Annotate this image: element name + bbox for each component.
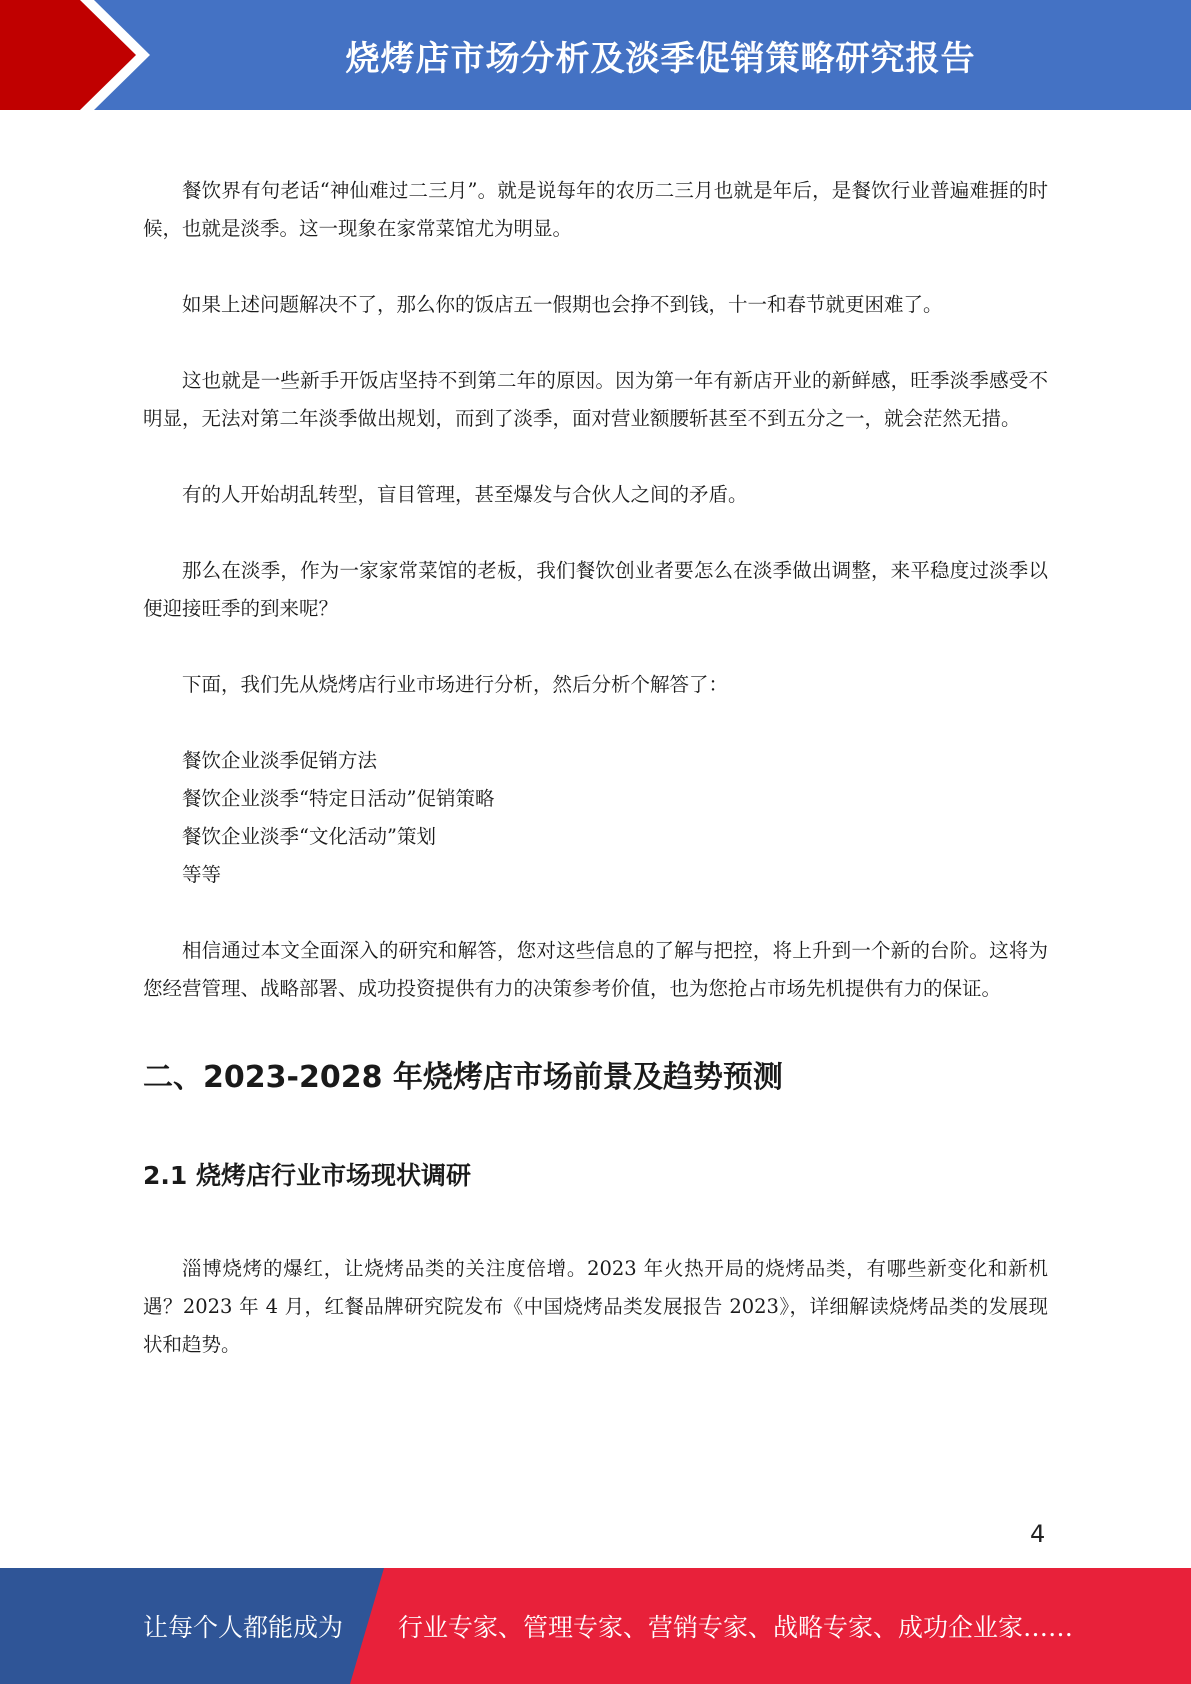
topic-list (143, 742, 1048, 894)
paragraph: 那么在淡季，作为一家家常菜馆的老板，我们餐饮创业者要怎么在淡季做出调整，来平稳度过淡季以便迎接旺季的到来呢？ (143, 559, 1048, 620)
paragraph: 餐饮界有句老话“神仙难过二三月”。就是说每年的农历二三月也就是年后，是餐饮行业普遍难捱的时候，也就是淡季。这一现象在家常菜馆尤为明显。 (143, 179, 1048, 240)
page-footer (0, 1568, 1191, 1684)
subsection-heading: 2.1 烧烤店行业市场现状调研 (143, 1161, 471, 1190)
paragraph: 淄博烧烤的爆红，让烧烤品类的关注度倍增。2023 年火热开局的烧烤品类，有哪些新变化和新机遇？2023 年 4 月，红餐品牌研究院发布《中国烧烤品类发展报告 2023》，详细解读烧烤品类的发展现状和趋势。 (143, 1257, 1048, 1356)
footer-slogan-right: 行业专家、管理专家、营销专家、战略专家、成功企业家…… (398, 1613, 1074, 1642)
paragraph: 这也就是一些新手开饭店坚持不到第二年的原因。因为第一年有新店开业的新鲜感，旺季淡季感受不明显，无法对第二年淡季做出规划，而到了淡季，面对营业额腰斩甚至不到五分之一，就会茫然无措。 (143, 369, 1048, 430)
section-heading: 二、2023-2028 年烧烤店市场前景及趋势预测 (143, 1060, 783, 1095)
list-item: 餐饮企业淡季“特定日活动”促销策略 (182, 787, 495, 810)
page-number: 4 (1030, 1520, 1046, 1548)
page-header (0, 0, 1191, 110)
list-item: 餐饮企业淡季“文化活动”策划 (182, 825, 436, 848)
list-item: 餐饮企业淡季促销方法 (182, 749, 378, 772)
report-title: 烧烤店市场分析及淡季促销策略研究报告 (345, 38, 976, 79)
paragraph: 相信通过本文全面深入的研究和解答，您对这些信息的了解与把控，将上升到一个新的台阶。这将为您经营管理、战略部署、成功投资提供有力的决策参考价值，也为您抢占市场先机提供有力的保证。 (143, 939, 1048, 1000)
paragraph: 下面，我们先从烧烤店行业市场进行分析，然后分析个解答了： (182, 673, 729, 696)
paragraph: 有的人开始胡乱转型，盲目管理，甚至爆发与合伙人之间的矛盾。 (182, 483, 748, 506)
paragraph: 如果上述问题解决不了，那么你的饭店五一假期也会挣不到钱，十一和春节就更困难了。 (182, 293, 943, 316)
main-content (143, 172, 1048, 1364)
list-item: 等等 (182, 863, 222, 886)
footer-slogan-left: 让每个人都能成为 (143, 1613, 344, 1642)
